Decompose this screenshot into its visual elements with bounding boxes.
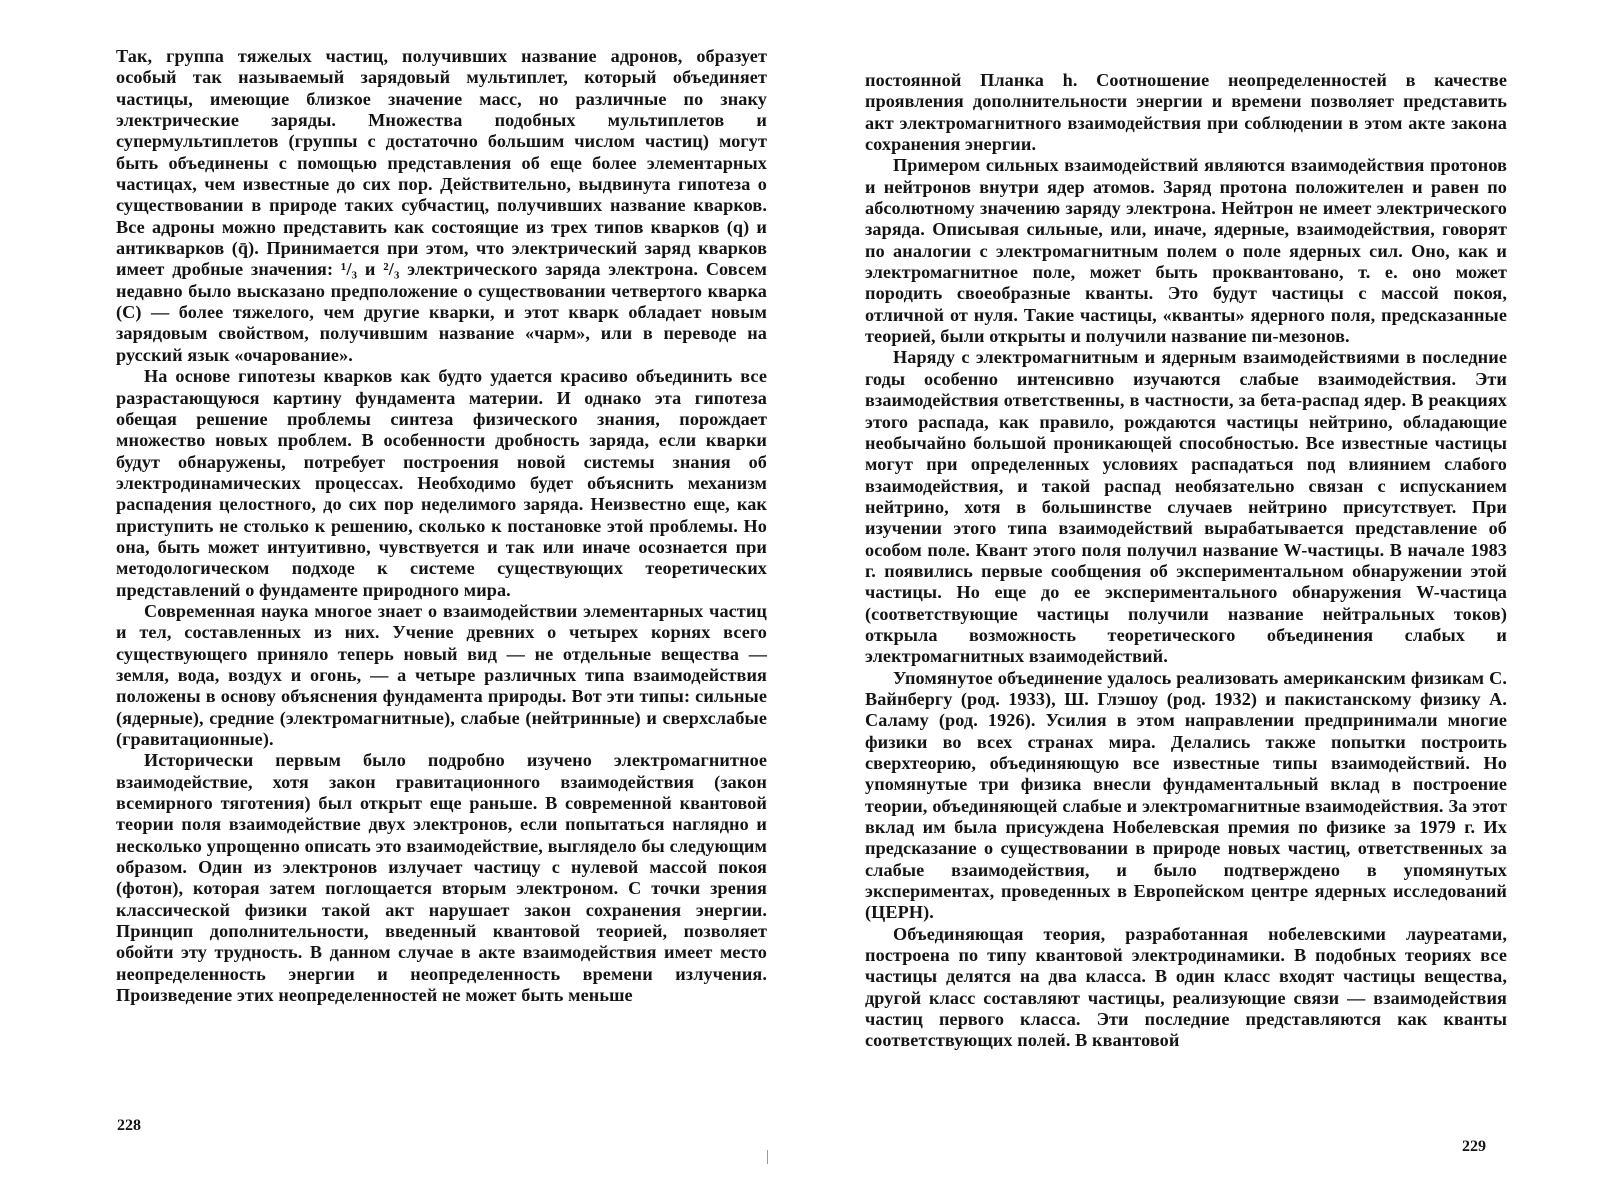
left-page	[0, 0, 790, 1180]
right-page	[800, 0, 1598, 1180]
paragraph: Наряду с электромагнитным и ядерным взаимодействиями в последние годы особенно интенсивно изучаются слабые взаимодействия. Эти взаимодействия ответственны, в частности, за бета-распад ядер. В реакциях этого распада, как правило, рождаются частицы нейтрино, обладающие необычайно большой проникающей способностью. Все известные частицы могут при определенных условиях распадаться под влиянием слабого взаимодействия, и такой распад необязательно связан с испусканием нейтрино, хотя в большинстве случаев нейтрино присутствует. При изучении этого типа взаимодействий вырабатывается представление об особом поле. Квант этого поля получил название W-частицы. В начале 1983 г. появились первые сообщения об экспериментальном обнаружении этой частицы. Но еще до ее экспериментального обнаружения W-частица (соответствующие частицы получили название нейтральных токов) открыла возможность теоретического объединения слабых и электромагнитных взаимодействий.	[865, 347, 1507, 667]
paragraph: Исторически первым было подробно изучено электромагнитное взаимодействие, хотя закон гравитационного взаимодействия (закон всемирного тяготения) был открыт еще раньше. В современной квантовой теории поля взаимодействие двух электронов, если попытаться наглядно и несколько упрощенно описать это взаимодействие, выглядело бы следующим образом. Один из электронов излучает частицу с нулевой массой покоя (фотон), которая затем поглощается вторым электроном. С точки зрения классической физики такой акт нарушает закон сохранения энергии. Принцип дополнительности, введенный квантовой теорией, позволяет обойти эту трудность. В данном случае в акте взаимодействия имеет место неопределенность энергии и неопределенность времени излучения. Произведение этих неопределенностей не может быть меньше	[116, 750, 767, 1006]
paragraph: Объединяющая теория, разработанная нобелевскими лауреатами, построена по типу квантовой электродинамики. В подобных теориях все частицы делятся на два класса. В один класс входят частицы вещества, другой класс составляют частицы, реализующие связи — взаимодействия частиц первого класса. Эти последние представляются как кванты соответствующих полей. В квантовой	[865, 923, 1507, 1051]
paragraph: Так, группа тяжелых частиц, получивших название адронов, образует особый так называемый зарядовый мультиплет, который объединяет частицы, имеющие близкое значение масс, но различные по знаку электрические заряды. Множества подобных мультиплетов и супермультиплетов (группы с достаточно большим числом частиц) могут быть объединены с помощью представления об еще более элементарных частицах, чем известные до сих пор. Действительно, выдвинута гипотеза о существовании в природе таких субчастиц, получивших название кварков. Все адроны можно представить как состоящие из трех типов кварков (q) и антикварков (q̄). Принимается при этом, что электрический заряд кварков имеет дробные значения: ¹/₃ и ²/₃ электрического заряда электрона. Совсем недавно было высказано предположение о существовании четвертого кварка (C) — более тяжелого, чем другие кварки, и этот кварк обладает новым зарядовым свойством, получившим название «чарм», или в переводе на русский язык «очарование».	[116, 46, 767, 365]
paragraph: Упомянутое объединение удалось реализовать американским физикам С. Вайнбергу (род. 1933), Ш. Глэшоу (род. 1932) и пакистанскому физику А. Саламу (род. 1926). Усилия в этом направлении предпринимали многие физики во всех странах мира. Делались также попытки построить сверхтеорию, объединяющую все известные типы взаимодействий. Но упомянутые три физика внесли фундаментальный вклад в построение теории, объединяющей слабые и электромагнитные взаимодействия. За этот вклад им была присуждена Нобелевская премия по физике за 1979 г. Их предсказание о существовании в природе новых частиц, ответственных за слабые взаимодействия, и было подтверждено в упомянутых экспериментах, проведенных в Европейском центре ядерных исследований (ЦЕРН).	[865, 667, 1507, 923]
page-number: 229	[1462, 1138, 1486, 1155]
page-number: 228	[117, 1117, 141, 1134]
paragraph: постоянной Планка h. Соотношение неопределенностей в качестве проявления дополнительности энергии и времени позволяет представить акт электромагнитного взаимодействия при соблюдении в этом акте закона сохранения энергии.	[865, 70, 1507, 155]
left-text-column	[116, 46, 767, 1006]
gutter-mark	[767, 1150, 768, 1164]
paragraph: Современная наука многое знает о взаимодействии элементарных частиц и тел, составленных из них. Учение древних о четырех корнях всего существующего приняло теперь новый вид — не отдельные вещества — земля, вода, воздух и огонь, — а четыре различных типа взаимодействия положены в основу объяснения фундамента природы. Вот эти типы: сильные (ядерные), средние (электромагнитные), слабые (нейтринные) и сверхслабые (гравитационные).	[116, 600, 767, 749]
right-text-column	[865, 70, 1507, 1052]
paragraph: Примером сильных взаимодействий являются взаимодействия протонов и нейтронов внутри ядер атомов. Заряд протона положителен и равен по абсолютному значению заряду электрона. Нейтрон не имеет электрического заряда. Описывая сильные, или, иначе, ядерные, взаимодействия, говорят по аналогии с электромагнитным полем о поле ядерных сил. Оно, как и электромагнитное поле, может быть проквантовано, т. е. оно может породить своеобразные кванты. Это будут частицы с массой покоя, отличной от нуля. Такие частицы, «кванты» ядерного поля, предсказанные теорией, были открыты и получили название пи-мезонов.	[865, 155, 1507, 347]
paragraph: На основе гипотезы кварков как будто удается красиво объединить все разрастающуюся картину фундамента материи. И однако эта гипотеза обещая решение проблемы синтеза физического знания, порождает множество новых проблем. В особенности дробность заряда, если кварки будут обнаружены, потребует построения новой системы знания об электродинамических процессах. Необходимо будет объяснить механизм распадения целостного, до сих пор неделимого заряда. Неизвестно еще, как приступить не столько к решению, сколько к постановке этой проблемы. Но она, быть может интуитивно, чувствуется и так или иначе осознается при методологическом подходе к системе существующих теоретических представлений о фундаменте природного мира.	[116, 366, 767, 600]
